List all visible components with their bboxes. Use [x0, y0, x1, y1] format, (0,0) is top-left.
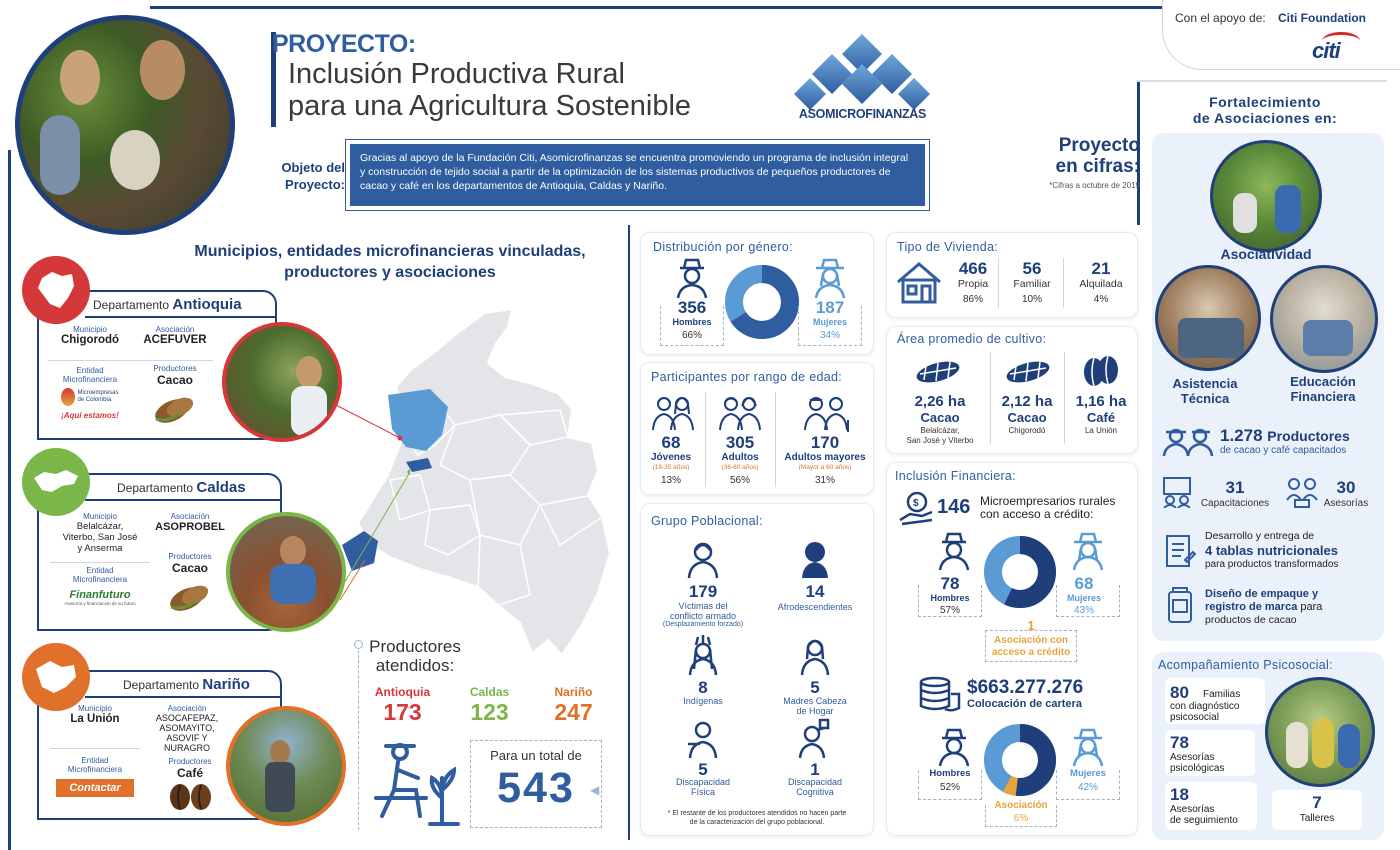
edad-mayores-value: 170	[810, 433, 840, 452]
caldas-asociacion: ASOPROBEL	[155, 521, 225, 533]
genero-donut	[724, 264, 800, 340]
seguimiento-line1: Asesorías	[1170, 804, 1215, 815]
psico-asesorias-line2: psicológicas	[1170, 763, 1225, 774]
genero-mujeres-label: Mujeres	[812, 317, 847, 327]
coins-stack-icon	[917, 676, 961, 712]
vivienda-familiar-value: 56	[1022, 259, 1042, 278]
genero-mujeres-bracket	[798, 306, 862, 346]
credit-value: 146	[937, 496, 971, 518]
genero-hombres-value: 356	[677, 298, 707, 317]
cacao-pod-icon	[912, 352, 964, 392]
talleres-label: Talleres	[1299, 813, 1335, 824]
grupo-victimas-line1: Víctimas del	[678, 601, 728, 611]
fort-title-line1: Fortalecimiento	[1209, 94, 1321, 110]
vivienda-familiar-pct: 10%	[1021, 294, 1042, 305]
antioquia-map-icon	[22, 256, 90, 324]
narino-asociacion-label: Asociación	[167, 704, 207, 713]
victim-person-icon	[686, 540, 720, 580]
vivienda-propia-label: Propia	[957, 278, 989, 290]
credit-hombres-value: 78	[940, 574, 960, 593]
cartera-asoc-label: Asociación	[994, 800, 1048, 811]
antioquia-asociacion: ACEFUVER	[143, 334, 207, 346]
cifras-title-line1: Proyecto	[1058, 135, 1140, 156]
credit-hombres-pct: 57%	[939, 605, 960, 616]
man-icon	[936, 530, 972, 572]
diseno-line2	[1205, 601, 1322, 613]
antioquia-producto: Cacao	[156, 373, 194, 387]
antioquia-divider	[48, 360, 213, 361]
nutrition-table-icon	[1163, 532, 1197, 572]
narino-asociacion-2: ASOMAYITO,	[159, 723, 215, 733]
total-arrow-icon: ◀	[590, 783, 600, 797]
familias-line3: psicosocial	[1170, 712, 1219, 723]
psicosocial-photo	[1265, 677, 1375, 787]
afro-person-icon	[800, 540, 830, 580]
asomicrofinanzas-text: ASOMICROFINANZAS	[798, 107, 927, 121]
left-border-line	[8, 150, 11, 850]
grupo-afro-value: 14	[805, 582, 825, 601]
antioquia-entidad-name1: Microempresas	[77, 390, 119, 396]
caldas-municipio-3: y Anserma	[77, 543, 123, 554]
cacao-pod-icon	[165, 577, 215, 617]
man-icon	[936, 726, 972, 768]
productores-capacitados-value: 1.278	[1220, 426, 1263, 445]
coffee-beans-icon	[165, 782, 215, 812]
educacion-line2: Financiera	[1290, 389, 1356, 404]
antioquia-entidad-tag: ¡Aquí estamos!	[61, 411, 119, 420]
antioquia-entidad-logo	[45, 388, 135, 406]
tablas-value: 4 tablas nutricionales	[1205, 543, 1338, 558]
asoc-value: 1	[1027, 618, 1035, 633]
diseno-line2-bold: registro de marca	[1205, 601, 1298, 613]
antioquia-badge	[22, 256, 90, 324]
psico-title: Acompañamiento Psicosocial:	[1158, 658, 1333, 672]
genero-hombres-label: Hombres	[672, 317, 712, 327]
municipios-title-line2: productores y asociaciones	[284, 264, 496, 281]
area-3-place-line1: La Unión	[1084, 426, 1118, 435]
narino-municipio: La Unión	[70, 713, 120, 725]
woman-icon	[1070, 726, 1106, 768]
narino-asociacion-4: NURAGRO	[163, 743, 210, 753]
objeto-label-line2: Proyecto:	[285, 177, 345, 192]
indigenous-person-icon	[688, 635, 718, 677]
grupo-madres-value: 5	[810, 678, 820, 697]
edad-adultos-pct: 56%	[729, 475, 750, 486]
psico-asesorias-line1: Asesorías	[1170, 752, 1215, 763]
asistencia-line2: Técnica	[1180, 391, 1230, 406]
edad-adultos-value: 305	[725, 433, 755, 452]
diseno-line2-para: para	[1300, 601, 1323, 613]
edad-mayores-pct: 31%	[814, 475, 835, 486]
capacitaciones-label: Capacitaciones	[1200, 498, 1270, 509]
educacion-line1: Educación	[1290, 374, 1356, 389]
farmer-planting-icon	[370, 738, 465, 828]
tablas-line1: Desarrollo y entrega de	[1205, 530, 1315, 542]
grupo-fisica-value: 5	[698, 760, 708, 779]
narino-entidad-label2: Microfinanciera	[67, 765, 123, 774]
caldas-municipio-1: Belalcázar,	[76, 521, 124, 532]
edad-jovenes-pct: 13%	[660, 475, 681, 486]
asociatividad-photo	[1210, 140, 1322, 252]
adults-icon	[716, 392, 764, 434]
genero-hombres-bracket	[660, 306, 724, 346]
middle-divider	[628, 225, 630, 840]
contactar-logo	[56, 779, 134, 797]
familias-value: 80	[1170, 683, 1189, 702]
asoc-line1: Asociación con	[994, 635, 1068, 646]
area-divider-2	[1064, 352, 1065, 444]
genero-title: Distribución por género:	[653, 240, 793, 254]
total-value: 543	[497, 764, 575, 812]
productores-bracket	[358, 640, 359, 830]
antioquia-entidad-label2: Microfinanciera	[62, 375, 118, 384]
mother-icon	[800, 635, 830, 677]
credit-mujeres-label: Mujeres	[1066, 593, 1101, 603]
grupo-cognitiva-value: 1	[810, 760, 820, 779]
antioquia-municipio-label: Municipio	[73, 325, 107, 334]
asistencia-line1: Asistencia	[1172, 376, 1238, 391]
productores-capacitados	[1220, 426, 1350, 446]
narino-map-icon	[22, 643, 90, 711]
tablas-line3: para productos transformados	[1205, 559, 1339, 570]
grupo-indigenas-line1: Indígenas	[683, 696, 723, 706]
credit-donut	[982, 534, 1058, 610]
cartera-asoc-pct: 6%	[1013, 813, 1029, 824]
caldas-entidad-tagline: Asesoría y financiación de su futuro	[64, 601, 136, 606]
inclusion-title: Inclusión Financiera:	[895, 469, 1016, 483]
capacitaciones-value: 31	[1225, 478, 1245, 497]
narino-count-label: Nariño	[554, 685, 593, 699]
familias-line1: Familias	[1203, 689, 1241, 700]
total-label: Para un total de	[490, 748, 582, 763]
narino-asociacion-3: ASOVIF Y	[166, 733, 208, 743]
asesorias-value: 30	[1336, 478, 1356, 497]
talleres-value: 7	[1312, 793, 1322, 812]
genero-mujeres-value: 187	[815, 298, 845, 317]
packaging-icon	[1163, 586, 1197, 626]
genero-mujeres-pct: 34%	[819, 330, 840, 341]
cacao-pod-icon	[1002, 352, 1054, 392]
caldas-productores-label: Productores	[168, 552, 212, 561]
caldas-entidad-label1: Entidad	[86, 566, 114, 575]
seguimiento-value: 18	[1170, 785, 1189, 804]
productores-title-line1: Productores	[369, 637, 461, 656]
narino-count: 247	[554, 699, 593, 725]
caldas-divider	[50, 562, 150, 563]
grupo-victimas-value: 179	[688, 582, 718, 601]
house-icon	[894, 260, 944, 306]
area-2-crop: Cacao	[1007, 410, 1047, 425]
narino-name: Nariño	[202, 676, 250, 693]
caldas-count: 123	[470, 699, 509, 725]
project-title-line2: para una Agricultura Sostenible	[288, 90, 692, 122]
narino-divider	[50, 748, 140, 749]
support-label: Con el apoyo de:	[1175, 11, 1266, 25]
diseno-line3: productos de cacao	[1205, 614, 1297, 626]
credit-mujeres-pct: 43%	[1073, 605, 1094, 616]
caldas-asociacion-label: Asociación	[170, 512, 210, 521]
grupo-victimas-line3: (Desplazamiento forzado)	[662, 621, 744, 628]
grupo-indigenas-value: 8	[698, 678, 708, 697]
caldas-name: Caldas	[196, 479, 246, 496]
farmers-group-icon	[1162, 424, 1216, 458]
area-2-value: 2,12 ha	[1001, 393, 1053, 410]
antioquia-asociacion-label: Asociación	[155, 325, 195, 334]
cifras-note: *Cifras a octubre de 2019	[1049, 181, 1140, 190]
citi-foundation-text: Citi Foundation	[1278, 11, 1366, 25]
edad-adultos-range: (36-60 años)	[721, 464, 759, 471]
area-2-place-line1: Chigorodó	[1008, 426, 1046, 435]
edad-jovenes-label: Jóvenes	[650, 452, 692, 463]
edad-divider-2	[775, 392, 776, 487]
vivienda-divider-2	[1063, 258, 1064, 308]
project-kicker: PROYECTO:	[272, 30, 416, 58]
area-3-value: 1,16 ha	[1075, 393, 1127, 410]
grupo-fisica-line2: Física	[690, 787, 715, 797]
narino-dept-label: Departamento	[123, 678, 200, 692]
caldas-entidad-name: Finanfuturo	[69, 589, 131, 601]
advisory-icon	[1285, 476, 1319, 508]
grupo-madres-line1: Madres Cabeza	[783, 696, 847, 706]
objeto-label-line1: Objeto del	[281, 160, 345, 175]
edad-title: Participantes por rango de edad:	[651, 370, 842, 384]
antioquia-dept	[93, 296, 242, 313]
grupo-cognitiva-line2: Cognitiva	[796, 787, 834, 797]
grupo-title: Grupo Poblacional:	[651, 514, 763, 528]
seguimiento-line2: de seguimiento	[1170, 815, 1238, 826]
productores-capacitados-sub: de cacao y café capacitados	[1220, 445, 1347, 456]
area-1-place-line1: Belalcázar,	[920, 426, 960, 435]
edad-jovenes-range: (18-35 años)	[652, 464, 690, 471]
fort-title-line2: de Asociaciones en:	[1192, 110, 1338, 126]
edad-jovenes-value: 68	[661, 433, 681, 452]
narino-photo	[226, 706, 346, 826]
narino-entidad-name: Contactar	[69, 782, 121, 794]
grupo-fisica-line1: Discapacidad	[675, 777, 731, 787]
area-divider-1	[990, 352, 991, 444]
familias-line2: con diagnóstico	[1170, 701, 1240, 712]
map-connector-lines	[300, 360, 410, 660]
narino-entidad-label1: Entidad	[81, 756, 109, 765]
caldas-badge	[22, 448, 90, 516]
coffee-beans-icon	[1080, 352, 1120, 392]
productores-title-line2: atendidos:	[375, 656, 455, 675]
narino-productores-label: Productores	[168, 757, 212, 766]
physical-disability-icon	[686, 718, 720, 760]
asesorias-label: Asesorías	[1323, 498, 1369, 509]
vivienda-familiar-label: Familiar	[1013, 278, 1051, 290]
educacion-photo	[1270, 265, 1378, 373]
elders-icon	[800, 392, 852, 434]
objeto-text: Gracias al apoyo de la Fundación Citi, Asomicrofinanzas se encuentra promoviendo un programa de inclusión integral y construcción de tejido social a partir de la optimización de los sistemas productivos de pequeños productores de cacao y café en los departamentos de Antioquia, Caldas y Nariño.	[350, 144, 925, 206]
credit-line2: con acceso a crédito:	[980, 507, 1094, 521]
svg-text:$: $	[913, 498, 919, 509]
cartera-donut	[982, 722, 1058, 798]
caldas-municipio-label: Municipio	[83, 512, 117, 521]
narino-badge	[22, 643, 90, 711]
citi-logo-text: citi	[1312, 38, 1340, 63]
grupo-afro-line1: Afrodescendientes	[777, 602, 853, 612]
narino-producto: Café	[176, 766, 203, 780]
antioquia-entidad-name2: de Colombia	[77, 397, 112, 403]
cognitive-disability-icon	[798, 718, 832, 760]
area-1-place-line2: San José y Viterbo	[906, 436, 974, 445]
edad-divider-1	[705, 392, 706, 487]
productores-capacitados-label: Productores	[1267, 428, 1350, 444]
caldas-entidad-label2: Microfinanciera	[72, 575, 128, 584]
credit-line1: Microempresarios rurales	[980, 494, 1116, 508]
area-title: Área promedio de cultivo:	[897, 332, 1047, 346]
caldas-count-label: Caldas	[469, 685, 510, 699]
grupo-madres-line2: de Hogar	[796, 706, 834, 716]
vivienda-propia-value: 466	[958, 259, 988, 278]
header-photo	[15, 15, 235, 235]
vivienda-alquilada-label: Alquilada	[1079, 278, 1123, 290]
right-bracket-top	[1137, 80, 1387, 82]
area-3-crop: Café	[1086, 410, 1116, 425]
municipios-title-line1: Municipios, entidades microfinancieras vinculadas,	[194, 243, 586, 260]
project-title-line1: Inclusión Productiva Rural	[288, 58, 625, 90]
credit-mujeres-value: 68	[1074, 574, 1094, 593]
woman-icon	[1070, 530, 1106, 572]
antioquia-count-label: Antioquia	[374, 685, 431, 699]
asociatividad-label: Asociatividad	[1220, 246, 1312, 262]
vivienda-alquilada-pct: 4%	[1093, 294, 1109, 305]
antioquia-dept-label: Departamento	[93, 298, 170, 312]
grupo-note-line2: de la caracterización del grupo poblacional.	[689, 819, 825, 826]
caldas-dept-label: Departamento	[117, 481, 194, 495]
narino-municipio-label: Municipio	[78, 704, 112, 713]
microempresas-logo-icon	[61, 388, 75, 406]
training-icon	[1160, 476, 1194, 508]
objeto-box	[345, 139, 930, 211]
cartera-hombres-pct: 52%	[939, 782, 960, 793]
woman-icon	[810, 256, 850, 300]
area-1-crop: Cacao	[920, 410, 960, 425]
grupo-victimas-line2: conflicto armado	[669, 611, 737, 621]
vivienda-title: Tipo de Vivienda:	[897, 240, 998, 254]
cartera-label: Colocación de cartera	[967, 698, 1082, 710]
cartera-mujeres-pct: 42%	[1077, 782, 1098, 793]
antioquia-productores-label: Productores	[153, 364, 197, 373]
asomicrofinanzas-logo	[790, 32, 935, 122]
narino-dept	[123, 676, 250, 693]
asistencia-photo	[1155, 265, 1261, 371]
area-1-value: 2,26 ha	[914, 393, 966, 410]
antioquia-name: Antioquia	[172, 296, 242, 313]
grupo-cognitiva-line1: Discapacidad	[787, 777, 843, 787]
vivienda-alquilada-value: 21	[1091, 259, 1111, 278]
antioquia-entidad-label1: Entidad	[76, 366, 104, 375]
narino-asociacion-1: ASOCAFEPAZ,	[155, 713, 219, 723]
vivienda-propia-pct: 86%	[962, 294, 983, 305]
cartera-hombres-label: Hombres	[929, 768, 971, 779]
caldas-producto: Cacao	[171, 561, 209, 575]
antioquia-count: 173	[383, 699, 422, 725]
edad-mayores-range: (Mayor a 60 años)	[798, 464, 852, 471]
cifras-title-line2: en cifras:	[1055, 156, 1140, 177]
caldas-map-icon	[22, 448, 90, 516]
cartera-mujeres-label: Mujeres	[1070, 768, 1106, 779]
cartera-value: $663.277.276	[967, 677, 1084, 698]
edad-adultos-label: Adultos	[721, 452, 759, 463]
man-icon	[672, 256, 712, 300]
antioquia-municipio: Chigorodó	[60, 334, 120, 346]
money-hand-icon	[898, 490, 936, 526]
top-border-line	[150, 6, 1162, 9]
edad-mayores-label: Adultos mayores	[784, 452, 866, 463]
cacao-pod-icon	[150, 389, 200, 429]
young-people-icon	[649, 392, 697, 434]
grupo-note-line1: * El restante de los productores atendidos no hacen parte	[667, 810, 847, 817]
credit-hombres-label: Hombres	[930, 593, 970, 603]
caldas-municipio-2: Viterbo, San José	[62, 532, 138, 543]
diseno-line1: Diseño de empaque y	[1205, 588, 1319, 600]
psico-asesorias-value: 78	[1170, 733, 1189, 752]
caldas-dept	[117, 479, 246, 496]
asoc-line2: acceso a crédito	[991, 647, 1071, 658]
genero-hombres-pct: 66%	[681, 330, 702, 341]
